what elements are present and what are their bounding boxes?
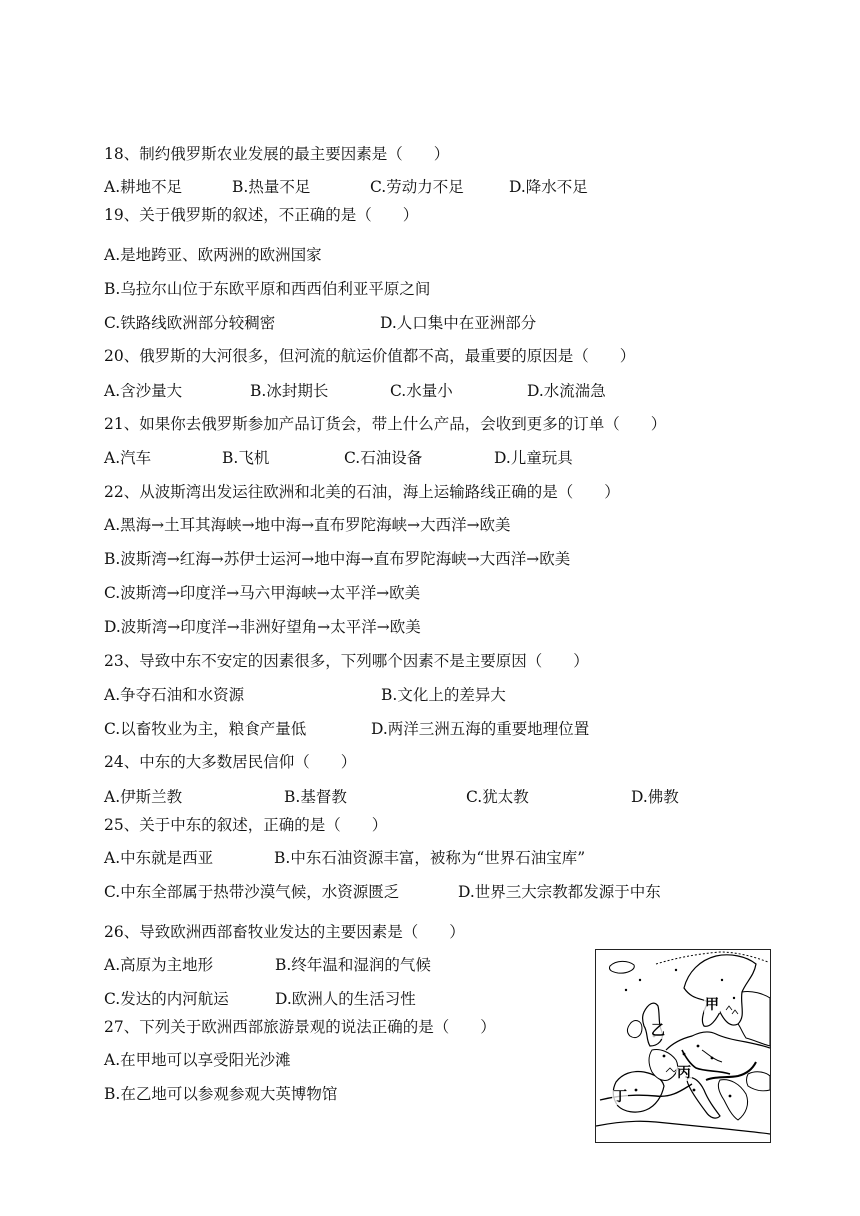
europe-map-drawing — [596, 950, 770, 1142]
map-label-bing: 丙 — [677, 1065, 691, 1081]
option-27b: B.在乙地可以参观参观大英博物馆 — [104, 1085, 338, 1103]
option-23b: B.文化上的差异大 — [381, 686, 506, 704]
option-21c: C.石油设备 — [344, 449, 423, 467]
option-25b: B.中东石油资源丰富，被称为“世界石油宝库” — [274, 849, 586, 867]
option-20c: C.水量小 — [390, 382, 453, 400]
option-24b: B.基督教 — [284, 788, 347, 806]
option-25d: D.世界三大宗教都发源于中东 — [458, 883, 661, 901]
option-20b: B.冰封期长 — [250, 382, 329, 400]
option-21a: A.汽车 — [104, 449, 152, 467]
option-26d: D.欧洲人的生活习性 — [275, 990, 416, 1008]
option-22b: B.波斯湾→红海→苏伊士运河→地中海→直布罗陀海峡→大西洋→欧美 — [104, 550, 571, 568]
option-27a: A.在甲地可以享受阳光沙滩 — [104, 1051, 291, 1069]
option-18a: A.耕地不足 — [104, 178, 183, 196]
option-25a: A.中东就是西亚 — [104, 849, 214, 867]
option-18b: B.热量不足 — [232, 178, 311, 196]
map-label-jia: 甲 — [705, 997, 719, 1013]
option-24c: C.犹太教 — [466, 788, 529, 806]
option-21d: D.儿童玩具 — [494, 449, 573, 467]
option-23a: A.争夺石油和水资源 — [104, 686, 245, 704]
question-20: 20、俄罗斯的大河很多，但河流的航运价值都不高，最重要的原因是（ ） — [104, 347, 636, 365]
question-25: 25、关于中东的叙述，正确的是（ ） — [104, 816, 388, 834]
option-24a: A.伊斯兰教 — [104, 788, 183, 806]
option-19c: C.铁路线欧洲部分较稠密 — [104, 314, 276, 332]
question-18: 18、制约俄罗斯农业发展的最主要因素是（ ） — [104, 145, 450, 163]
question-22: 22、从波斯湾出发运往欧洲和北美的石油，海上运输路线正确的是（ ） — [104, 483, 620, 501]
map-label-ding: 丁 — [613, 1089, 627, 1105]
option-19d: D.人口集中在亚洲部分 — [380, 314, 537, 332]
option-23c: C.以畜牧业为主，粮食产量低 — [104, 720, 307, 738]
option-19b: B.乌拉尔山位于东欧平原和西西伯利亚平原之间 — [104, 280, 431, 298]
option-20d: D.水流湍急 — [527, 382, 606, 400]
option-26c: C.发达的内河航运 — [104, 990, 229, 1008]
option-23d: D.两洋三洲五海的重要地理位置 — [371, 720, 590, 738]
question-27: 27、下列关于欧洲西部旅游景观的说法正确的是（ ） — [104, 1018, 496, 1036]
map-label-yi: 乙 — [651, 1023, 665, 1039]
option-18d: D.降水不足 — [509, 178, 588, 196]
option-19a: A.是地跨亚、欧两洲的欧洲国家 — [104, 246, 322, 264]
option-25c: C.中东全部属于热带沙漠气候，水资源匮乏 — [104, 883, 400, 901]
option-22a: A.黑海→土耳其海峡→地中海→直布罗陀海峡→大西洋→欧美 — [104, 516, 511, 534]
option-22c: C.波斯湾→印度洋→马六甲海峡→太平洋→欧美 — [104, 584, 421, 602]
question-26: 26、导致欧洲西部畜牧业发达的主要因素是（ ） — [104, 923, 465, 941]
option-20a: A.含沙量大 — [104, 382, 183, 400]
question-19: 19、关于俄罗斯的叙述，不正确的是（ ） — [104, 206, 419, 224]
europe-map-figure — [595, 949, 771, 1143]
option-21b: B.飞机 — [222, 449, 270, 467]
question-24: 24、中东的大多数居民信仰（ ） — [104, 753, 357, 771]
option-22d: D.波斯湾→印度洋→非洲好望角→太平洋→欧美 — [104, 618, 421, 636]
option-18c: C.劳动力不足 — [370, 178, 464, 196]
question-23: 23、导致中东不安定的因素很多，下列哪个因素不是主要原因（ ） — [104, 652, 589, 670]
question-21: 21、如果你去俄罗斯参加产品订货会，带上什么产品，会收到更多的订单（ ） — [104, 415, 667, 433]
option-26b: B.终年温和湿润的气候 — [275, 956, 431, 974]
option-24d: D.佛教 — [631, 788, 679, 806]
option-26a: A.高原为主地形 — [104, 956, 214, 974]
